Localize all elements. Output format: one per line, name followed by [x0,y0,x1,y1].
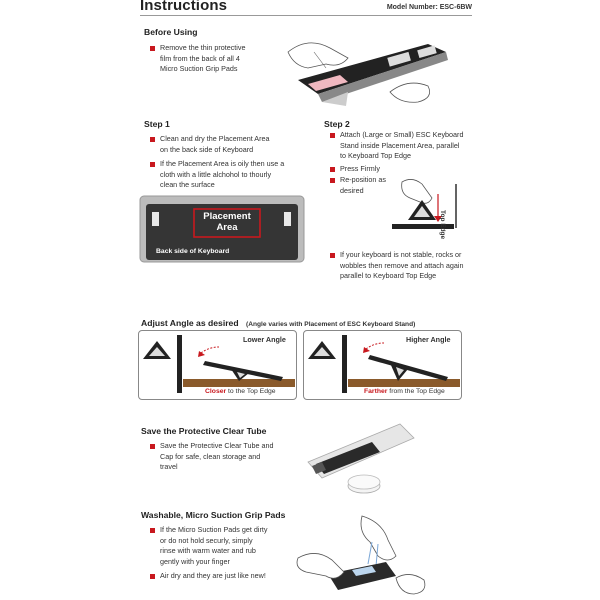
higher-angle-panel [303,330,462,400]
before-using-bullet: Remove the thin protective film from the back of all 4 Micro Suction Grip Pads [150,43,246,75]
step2-bullet-1: Attach (Large or Small) ESC Keyboard Stand inside Placement Area, parallel to Keyboard Top Edge [330,130,463,162]
adjust-angle-heading: Adjust Angle as desired (Angle varies with Placement of ESC Keyboard Stand) [141,318,416,328]
washable-heading: Washable, Micro Suction Grip Pads [141,510,286,520]
step1-bullet-2: If the Placement Area is oily then use a cloth with a little alchohol to thourly clean the surface [150,159,284,191]
save-tube-bullet: Save the Protective Clear Tube and Cap for safe, clean storage and travel [150,441,273,473]
peel-film-illustration [278,22,458,107]
before-using-heading: Before Using [144,27,198,37]
washable-bullet-1: If the Micro Suction Pads get dirty or do not hold securly, simply rinse with warm water and rub gently with your finger [150,525,267,567]
step2-heading: Step 2 [324,119,350,129]
higher-angle-caption: Farther from the Top Edge [364,388,445,395]
clear-tube-illustration [302,416,422,501]
washable-bullet-2: Air dry and they are just like new! [150,571,266,582]
rinse-pads-illustration [292,512,442,600]
lower-angle-title: Lower Angle [243,335,286,344]
step1-heading: Step 1 [144,119,170,129]
step2-bullet-3: Re-position as desired [330,175,386,196]
model-number: Model Number: ESC-6BW [386,4,472,11]
top-edge-label: Top Edge [439,210,446,240]
lower-angle-caption: Closer to the Top Edge [205,388,276,395]
higher-angle-title: Higher Angle [406,335,451,344]
lower-angle-panel [138,330,297,400]
placement-area-label: Placement Area [203,211,251,233]
save-tube-heading: Save the Protective Clear Tube [141,426,267,436]
title-divider [140,15,472,16]
step2-bullet-4: If your keyboard is not stable, rocks or wobbles then remove and attach again parallel to Keyboard Top Edge [330,250,463,282]
attach-stand-illustration [392,176,470,246]
back-side-label: Back side of Keyboard [156,248,230,255]
step1-bullet-1: Clean and dry the Placement Area on the back side of Keyboard [150,134,269,155]
step2-bullet-2: Press Firmly [330,164,380,175]
page-title: Instructions [140,0,228,14]
